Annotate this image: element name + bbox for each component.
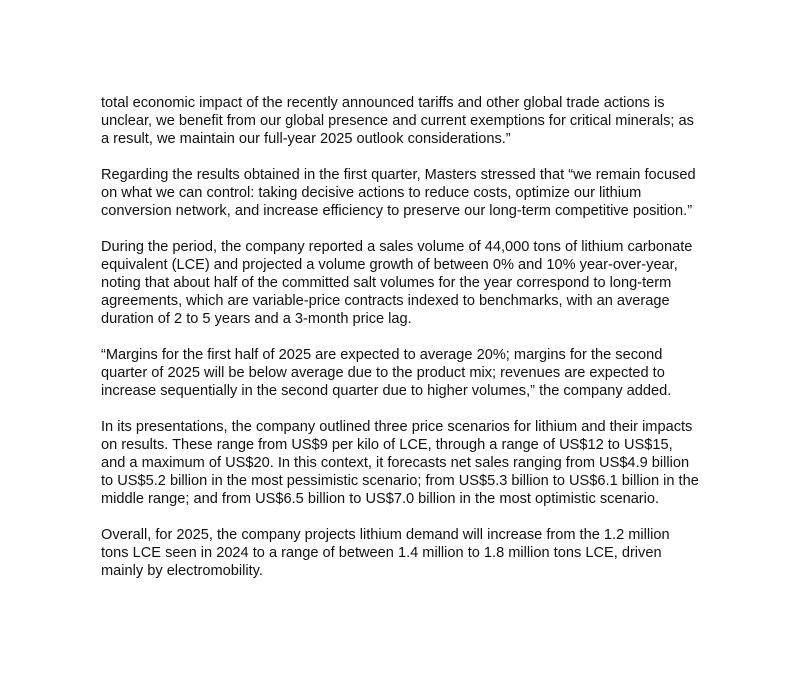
paragraph-margins-quote: “Margins for the first half of 2025 are expected to average 20%; margins for the second quarter of 2025 will be below average due to the product mix; revenues are expected to increase sequentially in the second quarter due to higher volumes,” the company added. — [101, 347, 672, 399]
paragraph-demand-outlook: Overall, for 2025, the company projects lithium demand will increase from the 1.2 million tons LCE seen in 2024 to a range of between 1.4 million to 1.8 million tons LCE, driven mainly by electromobility. — [101, 527, 670, 579]
paragraph-price-scenarios: In its presentations, the company outlined three price scenarios for lithium and their impacts on results. These range from US$9 per kilo of LCE, through a range of US$12 to US$15, and a maximum of US$20. In this context, it forecasts net sales ranging from US$4.9 billion to US$5.2 billion in the most pessimistic scenario; from US$5.3 billion to US$6.1 billion in the middle range; and from US$6.5 billion to US$7.0 billion in the most optimistic scenario. — [101, 419, 699, 507]
paragraph-tariffs-outlook: total economic impact of the recently announced tariffs and other global trade actions is unclear, we benefit from our global presence and current exemptions for critical minerals; as a result, we maintain our full-year 2025 outlook considerations.” — [101, 95, 694, 147]
document-body — [101, 94, 701, 580]
paragraph-masters-quote: Regarding the results obtained in the first quarter, Masters stressed that “we remain focused on what we can control: taking decisive actions to reduce costs, optimize our lithium conversion network, and increase efficiency to preserve our long-term competitive position.” — [101, 167, 696, 219]
paragraph-sales-volume: During the period, the company reported a sales volume of 44,000 tons of lithium carbonate equivalent (LCE) and projected a volume growth of between 0% and 10% year-over-year, noting that about half of the committed salt volumes for the year correspond to long-term agreements, which are variable-price contracts indexed to benchmarks, with an average duration of 2 to 5 years and a 3-month price lag. — [101, 239, 693, 327]
